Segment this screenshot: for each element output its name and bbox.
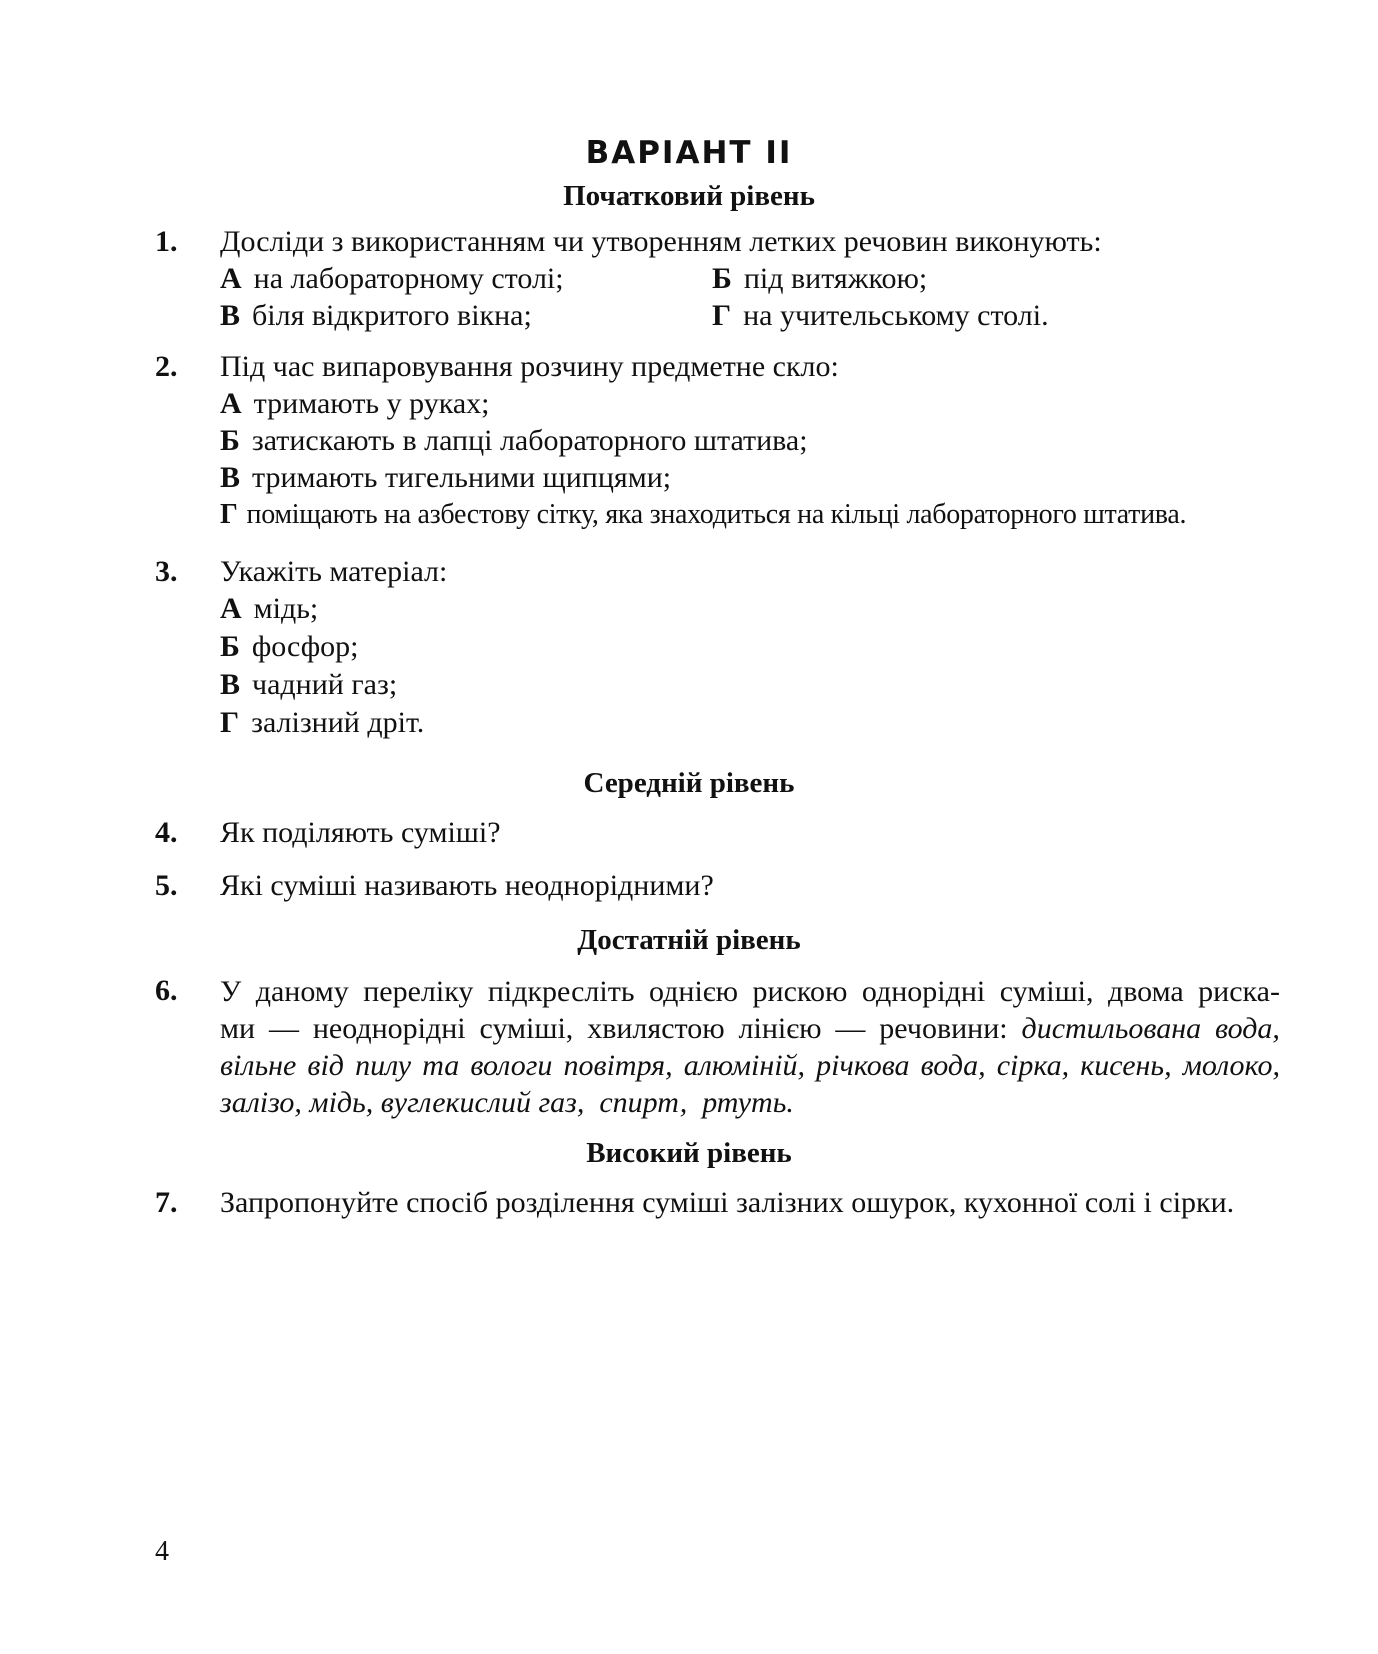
substance-word: від [307,1049,344,1082]
question-1-option-a [220,261,564,297]
word: — [835,1012,866,1045]
question-4-number: 4. [155,816,178,849]
option-letter: Г [220,499,238,530]
option-letter: В [220,299,241,332]
option-text: біля відкритого вікна; [252,299,532,332]
page-title: ВАРІАНТ ІІ [585,135,793,171]
option-text: тримають тигельними щипцями; [252,461,672,494]
option-letter: Г [220,706,240,739]
word: лінією [738,1012,822,1045]
question-6-line-3 [220,1047,1280,1084]
substance-word: сірка, [996,1049,1070,1082]
substance-word: вільне [220,1049,297,1082]
option-letter: Б [712,262,732,295]
word: речовини: [879,1012,1008,1045]
question-2-option-d [220,497,1186,533]
question-6-text [220,973,1280,1121]
question-2-option-c [220,460,671,496]
option-letter: А [220,387,242,420]
question-6-number: 6. [155,974,178,1007]
word: ми [220,1012,256,1045]
question-6-line-1 [220,973,1280,1010]
word: даному [255,975,349,1008]
word: переліку [363,975,474,1008]
substance-word: вода, [920,1049,986,1082]
substance-word: пилу [355,1049,412,1082]
question-5-number: 5. [155,869,178,902]
question-6-line-2 [220,1010,1280,1047]
level-heading-initial: Початковий рівень [563,180,815,212]
option-letter: Б [220,424,240,457]
question-3-number: 3. [155,555,178,588]
word: риска- [1198,975,1280,1008]
word: однією [648,975,739,1008]
option-text: поміщають на азбестову сітку, яка знаходиться на кільці лабораторного штатива. [246,499,1187,530]
page-number: 4 [155,1536,169,1567]
option-text: залізний дріт. [251,706,425,739]
option-text: під витяжкою; [743,262,928,295]
option-text: чадний газ; [252,668,398,701]
option-text: фосфор; [251,630,359,663]
question-2-text: Під час випаровування розчину предметне скло: [220,350,839,383]
word: хвилястою [587,1012,725,1045]
question-3-option-c [220,667,397,703]
question-7-text: Запропонуйте спосіб розділення суміші залізних ошурок, кухонної солі і сірки. [220,1186,1235,1219]
word: У [220,975,242,1008]
word: неоднорідні [312,1012,466,1045]
option-text: на лабораторному столі; [253,262,564,295]
word: однорідні [861,975,986,1008]
option-letter: Б [220,630,240,663]
option-text: мідь; [253,592,319,625]
question-1-option-d [712,298,1049,334]
substance-word: повітря, [563,1049,673,1082]
question-5-text: Які суміші називають неоднорідними? [220,869,714,902]
question-1-option-c [220,298,532,334]
substance-word: дистильована [1021,1012,1202,1045]
level-heading-medium: Середній рівень [583,767,795,799]
question-4-text: Як поділяють суміші? [220,816,501,849]
substance-word: алюміній, [683,1049,806,1082]
word: рискою [752,975,848,1008]
word: — [268,1012,299,1045]
question-2-option-a [220,386,489,422]
question-3-text: Укажіть матеріал: [220,555,448,588]
word: суміші, [999,975,1094,1008]
option-letter: В [220,668,241,701]
substance-word: вода, [1215,1012,1280,1045]
option-letter: А [220,592,242,625]
word: підкресліть [487,975,635,1008]
substance-word: вологи [470,1049,553,1082]
question-7-number: 7. [155,1186,178,1219]
question-1-text: Досліди з використанням чи утворенням летких речовин виконують: [220,225,1102,258]
option-letter: А [220,262,242,295]
level-heading-sufficient: Достатній рівень [577,924,801,956]
question-3-option-b [220,629,358,665]
option-text: на учительському столі. [743,299,1049,332]
option-letter: Г [712,299,732,332]
question-2-option-b [220,423,808,459]
question-3-option-d [220,705,424,741]
substance-word: та [422,1049,460,1082]
question-6-line-4: залізо, мідь, вуглекислий газ, спирт, ртуть. [220,1086,794,1119]
question-2-number: 2. [155,350,178,383]
option-text: затискають в лапці лабораторного штатива; [251,424,808,457]
level-heading-high: Високий рівень [586,1137,792,1169]
option-letter: В [220,461,241,494]
question-3-option-a [220,591,318,627]
substance-word: кисень, [1080,1049,1172,1082]
option-text: тримають у руках; [253,387,490,420]
substance-word: молоко, [1182,1049,1280,1082]
substance-word: річкова [816,1049,910,1082]
word: двома [1107,975,1184,1008]
question-1-option-b [712,261,927,297]
word: суміші, [479,1012,574,1045]
question-1-number: 1. [155,225,178,258]
